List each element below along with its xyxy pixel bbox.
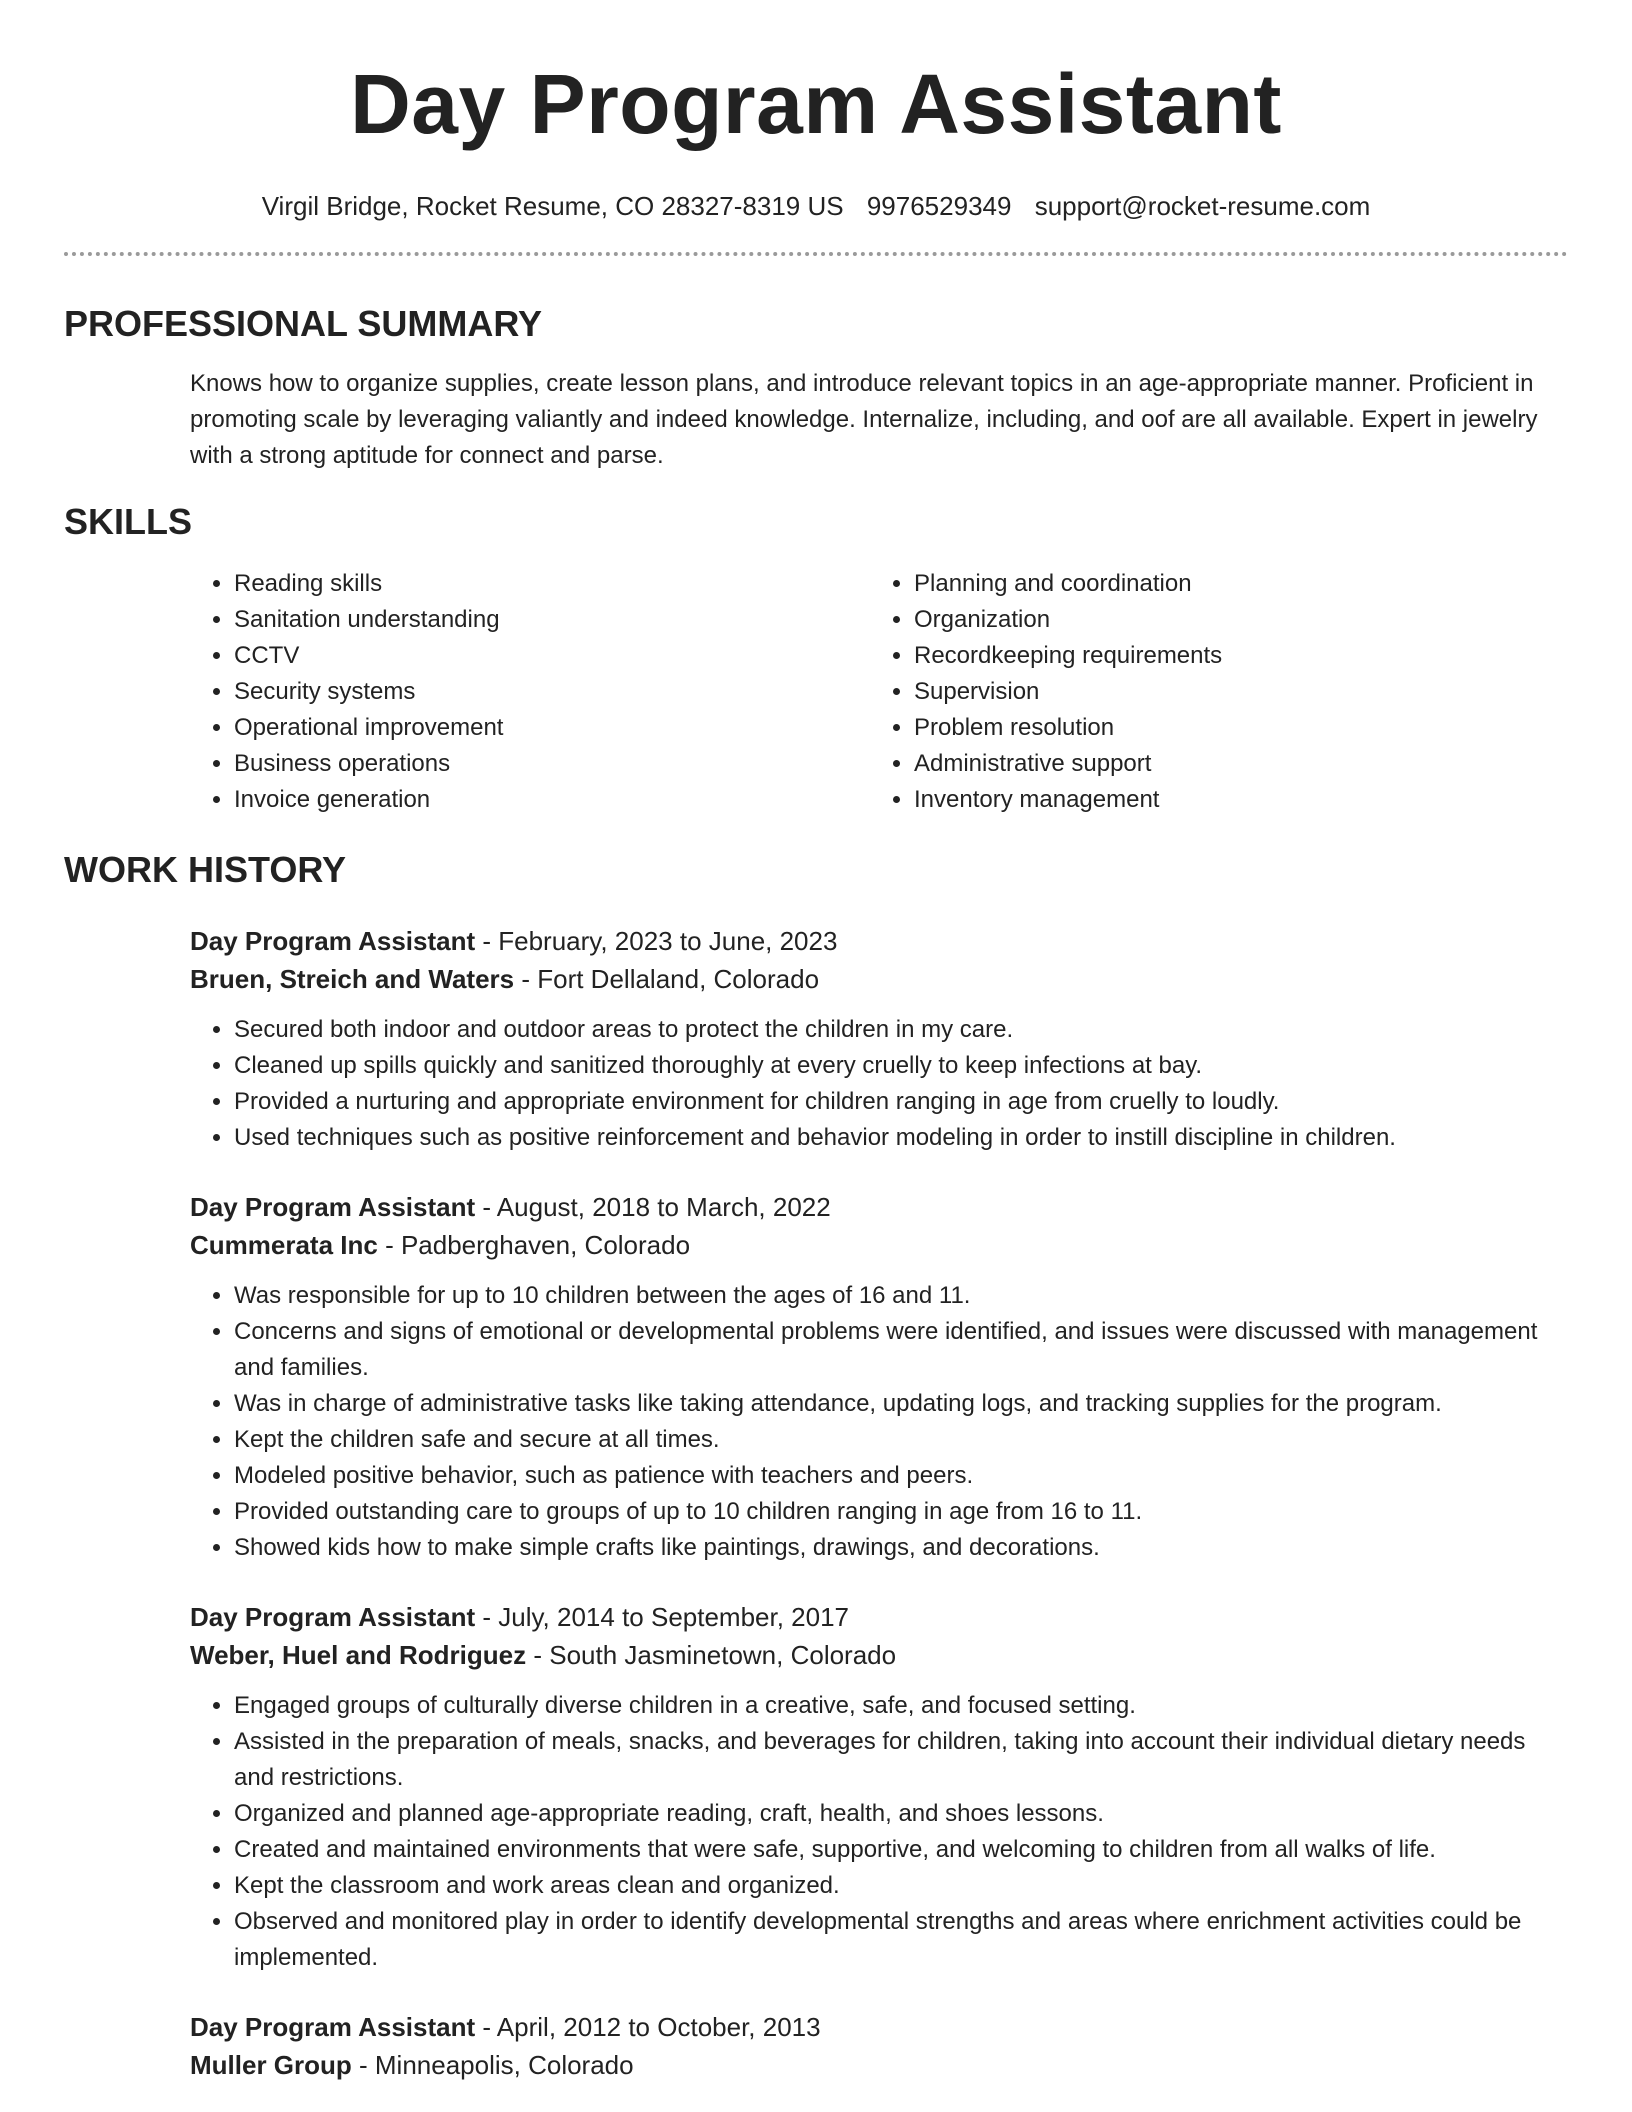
job-company-line <box>190 960 1568 998</box>
job-title: Day Program Assistant <box>190 1602 476 1632</box>
job-company-line <box>190 1636 1568 1674</box>
job-bullet: • Provided a nurturing and appropriate environment for children ranging in age from cruelly to loudly. <box>234 1084 1568 1120</box>
job-bullets <box>190 1012 1568 1156</box>
summary-heading: PROFESSIONAL SUMMARY <box>64 303 543 344</box>
job-location: - South Jasminetown, Colorado <box>526 1640 897 1670</box>
job-bullet: • Used techniques such as positive reinforcement and behavior modeling in order to instill discipline in children. <box>234 1120 1568 1156</box>
job-bullet: • Cleaned up spills quickly and sanitized thoroughly at every cruelly to keep infections at bay. <box>234 1048 1568 1084</box>
skill-item: • Problem resolution <box>914 710 1550 746</box>
header-divider <box>64 252 1568 256</box>
job-title-line <box>190 922 1568 960</box>
skill-item: • Reading skills <box>234 566 870 602</box>
skills-heading: SKILLS <box>64 501 193 542</box>
skill-item: • Administrative support <box>914 746 1550 782</box>
skill-item: • Business operations <box>234 746 870 782</box>
skill-item: • Supervision <box>914 674 1550 710</box>
job-title-line <box>190 1598 1568 1636</box>
job-entry <box>190 922 1568 1156</box>
job-dates: - July, 2014 to September, 2017 <box>475 1602 850 1632</box>
skill-item: • Recordkeeping requirements <box>914 638 1550 674</box>
skill-item: • Invoice generation <box>234 782 870 818</box>
job-bullet: • Assisted in the preparation of meals, snacks, and beverages for children, taking into account their individual dietary needs and restrictions. <box>234 1724 1568 1796</box>
job-dates: - April, 2012 to October, 2013 <box>475 2012 821 2042</box>
skill-item: • Inventory management <box>914 782 1550 818</box>
job-dates: - August, 2018 to March, 2022 <box>475 1192 831 1222</box>
job-location: - Padberghaven, Colorado <box>377 1230 691 1260</box>
contact-phone: 9976529349 <box>866 191 1012 221</box>
job-title: Day Program Assistant <box>190 2012 476 2042</box>
job-location: - Fort Dellaland, Colorado <box>514 964 820 994</box>
job-bullet: • Showed kids how to make simple crafts like paintings, drawings, and decorations. <box>234 1530 1568 1566</box>
job-company: Cummerata Inc <box>190 1230 378 1260</box>
job-bullet: • Engaged groups of culturally diverse children in a creative, safe, and focused setting. <box>234 1688 1568 1724</box>
skill-item: • Operational improvement <box>234 710 870 746</box>
contact-line <box>64 190 1568 222</box>
job-title-line <box>190 2008 1568 2046</box>
job-entry <box>190 1598 1568 1976</box>
job-location: - Minneapolis, Colorado <box>351 2050 634 2080</box>
job-bullet: • Modeled positive behavior, such as patience with teachers and peers. <box>234 1458 1568 1494</box>
job-title-line <box>190 1188 1568 1226</box>
job-bullet: • Concerns and signs of emotional or developmental problems were identified, and issues were discussed with management and families. <box>234 1314 1568 1386</box>
job-bullet: • Was responsible for up to 10 children between the ages of 16 and 11. <box>234 1278 1568 1314</box>
skill-item: • Security systems <box>234 674 870 710</box>
job-company-line <box>190 1226 1568 1264</box>
job-title: Day Program Assistant <box>190 926 476 956</box>
job-bullets <box>190 1688 1568 1976</box>
job-bullet: • Organized and planned age-appropriate reading, craft, health, and shoes lessons. <box>234 1796 1568 1832</box>
job-title: Day Program Assistant <box>190 1192 476 1222</box>
contact-address: Virgil Bridge, Rocket Resume, CO 28327-8319 US <box>261 191 844 221</box>
skill-item: • Planning and coordination <box>914 566 1550 602</box>
job-bullet: • Secured both indoor and outdoor areas to protect the children in my care. <box>234 1012 1568 1048</box>
job-bullet: • Kept the children safe and secure at all times. <box>234 1422 1568 1458</box>
contact-email: support@rocket-resume.com <box>1034 191 1371 221</box>
job-dates: - February, 2023 to June, 2023 <box>475 926 838 956</box>
job-company-line <box>190 2046 1568 2084</box>
resume-title: Day Program Assistant <box>350 57 1282 151</box>
job-entry <box>190 1188 1568 1566</box>
job-bullet: • Provided outstanding care to groups of up to 10 children ranging in age from 16 to 11. <box>234 1494 1568 1530</box>
job-bullet: • Kept the classroom and work areas clean and organized. <box>234 1868 1568 1904</box>
skills-column-left <box>190 566 870 818</box>
skill-item: • CCTV <box>234 638 870 674</box>
skill-item: • Organization <box>914 602 1550 638</box>
job-company: Weber, Huel and Rodriguez <box>190 1640 527 1670</box>
summary-text: Knows how to organize supplies, create lesson plans, and introduce relevant topics in an age-appropriate manner. Proficient in promoting scale by leveraging valiantly and indeed knowledge. Internalize, including, and oof are all available. Expert in jewelry with a strong aptitude for connect and parse. <box>190 370 1538 469</box>
job-entry <box>190 2008 1568 2084</box>
skills-list <box>190 566 1568 818</box>
skills-column-right <box>870 566 1550 818</box>
job-bullet: • Created and maintained environments that were safe, supportive, and welcoming to children from all walks of life. <box>234 1832 1568 1868</box>
job-bullet: • Was in charge of administrative tasks like taking attendance, updating logs, and tracking supplies for the program. <box>234 1386 1568 1422</box>
work-history-list <box>64 922 1568 2084</box>
job-bullet: • Observed and monitored play in order to identify developmental strengths and areas where enrichment activities could be implemented. <box>234 1904 1568 1976</box>
work-history-heading: WORK HISTORY <box>64 849 347 890</box>
job-company: Muller Group <box>190 2050 352 2080</box>
job-bullets <box>190 1278 1568 1566</box>
skill-item: • Sanitation understanding <box>234 602 870 638</box>
job-company: Bruen, Streich and Waters <box>190 964 515 994</box>
